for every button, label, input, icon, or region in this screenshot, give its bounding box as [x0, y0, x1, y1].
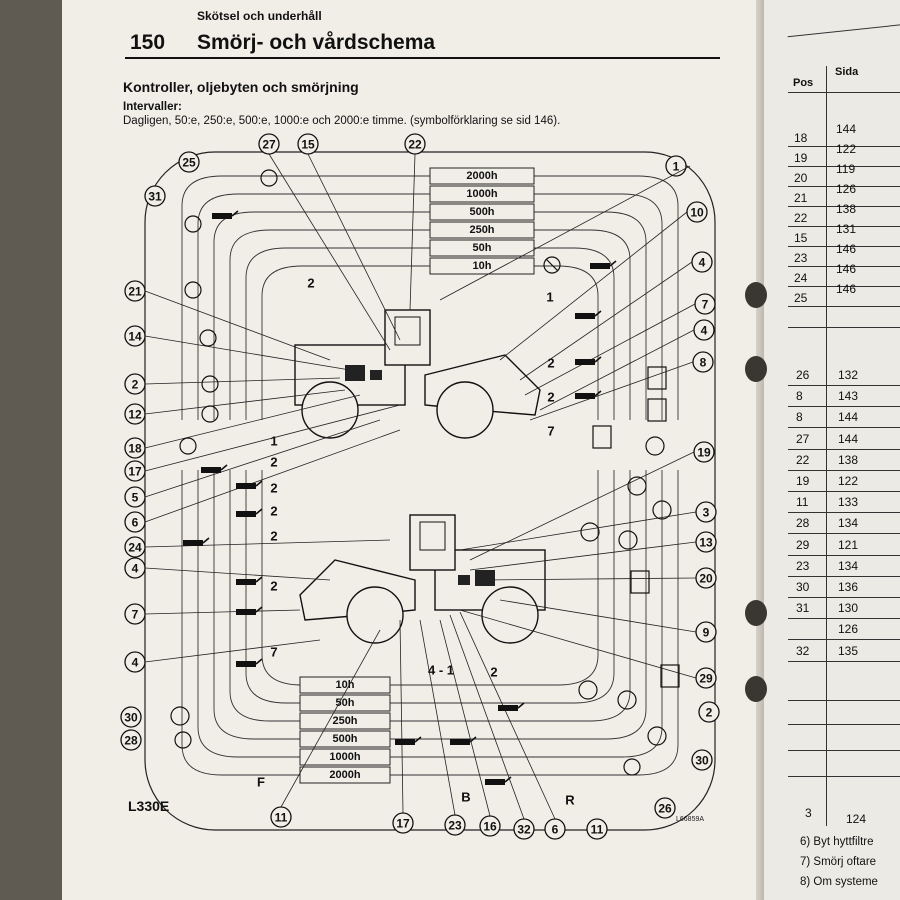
grease-point-icon: [470, 737, 476, 742]
oil-level-icon: [593, 426, 611, 448]
interval-label: 250h: [469, 224, 495, 236]
table-rule: [788, 576, 900, 577]
position-number: 21: [128, 284, 142, 299]
binder-hole: [745, 600, 767, 626]
position-number: 12: [128, 407, 142, 422]
position-number: 6: [131, 515, 139, 530]
table-pos-cell: 8: [796, 410, 803, 425]
table-rule: [788, 776, 900, 777]
table-pos-cell: 19: [794, 151, 808, 165]
check-symbol-icon: [175, 732, 191, 748]
loader-engine-mark: [345, 365, 365, 381]
oil-level-icon: [648, 367, 666, 389]
inner-label: 4 - 1: [427, 662, 455, 678]
filter-icon: [619, 531, 637, 549]
check-symbol-icon: [202, 406, 218, 422]
position-number: 25: [182, 155, 196, 170]
inner-label: B: [461, 789, 471, 805]
binder-hole: [745, 356, 767, 382]
position-number: 7: [131, 607, 139, 622]
intervals-text: Dagligen, 50:e, 250:e, 500:e, 1000:e och 2000:e timme. (symbolförklaring se sid 146).: [123, 115, 561, 127]
inner-label: 2: [547, 355, 555, 371]
leader-line: [470, 452, 694, 560]
table-page-cell: 135: [838, 643, 859, 658]
position-number: 31: [148, 189, 162, 204]
position-number: 16: [483, 819, 497, 834]
table-page-cell: 132: [838, 368, 859, 382]
table-rule: [788, 724, 900, 725]
table-page-cell: 131: [836, 222, 857, 236]
inner-label: 2: [270, 503, 278, 519]
table-pos-cell: 30: [796, 580, 810, 594]
position-number: 24: [128, 540, 142, 555]
position-number: 7: [701, 297, 709, 312]
leader-line: [308, 154, 400, 340]
model-label: L330E: [128, 798, 170, 814]
leader-line: [410, 154, 415, 310]
grease-point-icon: [236, 483, 256, 489]
inner-label: 2: [270, 480, 278, 496]
position-number: 4: [131, 655, 139, 670]
table-rule: [788, 555, 900, 556]
filter-icon: [646, 437, 664, 455]
grease-point-icon: [450, 739, 470, 745]
position-number: 23: [448, 818, 462, 833]
position-number: 28: [124, 733, 138, 748]
table-page-cell: 146: [836, 262, 857, 276]
filter-icon: [581, 523, 599, 541]
inner-label: 2: [490, 664, 498, 680]
position-number: 30: [124, 710, 138, 725]
leader-line: [145, 291, 330, 360]
position-number: 4: [698, 255, 706, 270]
table-pos-cell: 29: [796, 537, 810, 552]
interval-label: 2000h: [329, 769, 361, 781]
position-number: 29: [699, 671, 713, 686]
table-rule: [788, 470, 900, 471]
loader-engine-mark: [370, 370, 382, 380]
position-number: 4: [131, 561, 139, 576]
grease-point-icon: [212, 213, 232, 219]
position-number: 2: [131, 377, 139, 392]
table-page-cell: 144: [838, 410, 859, 425]
table-rule: [788, 533, 900, 534]
binder-hole: [745, 676, 767, 702]
figure-ref: L66859A: [676, 816, 705, 823]
interval-label: 250h: [332, 715, 358, 727]
position-number: 10: [690, 205, 704, 220]
interval-label: 50h: [472, 242, 492, 254]
position-number: 6: [551, 822, 559, 837]
table-rule: [788, 327, 900, 328]
table-page-cell: 146: [836, 282, 857, 296]
position-number: 30: [695, 753, 709, 768]
page-title: Smörj- och vårdschema: [197, 31, 436, 54]
table-rule: [788, 491, 900, 492]
grease-point-icon: [575, 359, 595, 365]
table-pos-cell: 24: [794, 271, 808, 285]
table-page-cell: 144: [836, 122, 857, 136]
inner-label: 2: [270, 454, 278, 470]
table-pos-cell: 23: [794, 251, 808, 265]
position-number: 8: [699, 355, 707, 370]
position-number: 17: [396, 816, 410, 831]
position-number: 27: [262, 137, 276, 152]
table-pos-cell: 26: [796, 368, 810, 382]
table-page-cell: 126: [836, 182, 857, 196]
interval-label: 10h: [335, 679, 355, 691]
table-page-cell: 146: [836, 242, 857, 256]
loader-machine: [295, 310, 540, 438]
position-number: 20: [699, 571, 713, 586]
table-pos-cell: 15: [794, 231, 808, 245]
leader-line: [420, 620, 455, 815]
position-number: 5: [131, 490, 139, 505]
page-number: 150: [130, 31, 166, 54]
position-number: 4: [700, 323, 708, 338]
loader-wheel: [437, 382, 493, 438]
interval-label: 500h: [469, 206, 495, 218]
table-page-cell: 121: [838, 537, 859, 552]
table-pos-cell: 27: [796, 431, 810, 446]
oil-level-icon: [648, 399, 666, 421]
check-symbol-icon: [185, 282, 201, 298]
grease-point-icon: [256, 509, 262, 514]
table-pos-cell: 11: [796, 495, 809, 510]
table-rule: [788, 661, 900, 662]
interval-label: 1000h: [329, 751, 361, 763]
table-footnote: 8) Om systeme: [800, 876, 878, 888]
loader-cab: [385, 310, 430, 365]
loader-wheel: [347, 587, 403, 643]
grease-point-icon: [236, 579, 256, 585]
inner-label: 7: [547, 423, 555, 439]
grease-point-icon: [256, 577, 262, 582]
grease-point-icon: [575, 393, 595, 399]
check-symbol-icon: [185, 216, 201, 232]
table-page-cell: 122: [836, 142, 857, 156]
filter-icon: [618, 691, 636, 709]
inner-label: 2: [547, 389, 555, 405]
leader-line: [145, 610, 300, 614]
check-symbol-icon: [546, 259, 558, 271]
position-number: 13: [699, 535, 713, 550]
grease-point-icon: [183, 540, 203, 546]
inner-label: 2: [307, 275, 315, 291]
table-page-cell: 126: [838, 622, 859, 637]
loader-engine-mark: [475, 570, 495, 586]
grease-point-icon: [415, 737, 421, 742]
interval-label: 2000h: [466, 170, 498, 182]
grease-point-icon: [236, 511, 256, 517]
table-pos-cell: 22: [796, 452, 810, 467]
header-subtitle: Skötsel och underhåll: [197, 9, 322, 23]
table-rule: [788, 385, 900, 386]
grease-point-icon: [498, 705, 518, 711]
inner-label: 7: [270, 644, 278, 660]
table-header-sida: Sida: [835, 66, 859, 78]
table-page-cell: 144: [838, 431, 859, 446]
table-pos-cell: 22: [794, 211, 808, 225]
interval-loop-bottom: [262, 470, 598, 685]
table-pos-cell: 8: [796, 389, 803, 404]
position-number: 3: [702, 505, 710, 520]
inner-label: 2: [270, 578, 278, 594]
leader-line: [460, 512, 696, 550]
loader-wheel: [482, 587, 538, 643]
check-symbol-icon: [624, 759, 640, 775]
inner-label: 1: [546, 289, 554, 305]
table-pos-cell: 20: [794, 171, 808, 185]
table-pos-cell: 23: [796, 558, 810, 573]
position-number: 18: [128, 441, 142, 456]
position-number: 26: [658, 801, 672, 816]
position-number: 19: [697, 445, 711, 460]
table-rule: [788, 512, 900, 513]
table-page-cell: 133: [838, 495, 859, 510]
grease-point-icon: [221, 465, 227, 470]
loader-cab: [410, 515, 455, 570]
position-number: 22: [408, 137, 422, 152]
leader-line: [440, 620, 490, 816]
interval-loop-bottom: [198, 470, 662, 757]
leader-line: [520, 262, 692, 380]
grease-point-icon: [236, 609, 256, 615]
table-pos-cell: 28: [796, 516, 810, 531]
inner-label: R: [565, 792, 575, 808]
position-number: 11: [590, 822, 604, 837]
table-column-rule: [826, 66, 827, 826]
grease-point-icon: [201, 467, 221, 473]
table-rule: [788, 700, 900, 701]
inner-label: 1: [270, 433, 278, 449]
table-header-pos: Pos: [793, 77, 814, 89]
filter-icon: [648, 727, 666, 745]
table-rule: [788, 92, 900, 93]
inner-label: F: [257, 774, 265, 790]
filter-icon: [579, 681, 597, 699]
table-page-cell: 130: [838, 601, 859, 616]
table-rule: [788, 306, 900, 307]
intervals-heading: Intervaller:: [123, 101, 182, 113]
leader-line: [400, 620, 403, 813]
table-page-cell: 138: [836, 202, 857, 216]
inner-label: 2: [270, 528, 278, 544]
grease-point-icon: [395, 739, 415, 745]
table-pos-cell: 19: [796, 474, 810, 488]
interval-label: 500h: [332, 733, 358, 745]
table-rule: [788, 427, 900, 428]
table-page-cell: 122: [838, 474, 859, 488]
position-number: 11: [274, 810, 288, 825]
check-symbol-icon: [180, 438, 196, 454]
table-rule: [788, 449, 900, 450]
table-pos-cell: 25: [794, 291, 808, 305]
table-page-cell: 136: [838, 580, 859, 594]
interval-label: 50h: [335, 697, 355, 709]
table-rule: [788, 618, 900, 619]
table-page-cell: 119: [836, 162, 856, 176]
loader-engine-mark: [458, 575, 470, 585]
grease-point-icon: [575, 313, 595, 319]
position-number: 32: [517, 822, 531, 837]
table-rule: [788, 406, 900, 407]
leader-line: [145, 568, 330, 580]
table-pos-cell: 21: [794, 191, 808, 205]
table-page-cell: 143: [838, 389, 859, 404]
table-pos-cell: 32: [796, 643, 810, 658]
interval-loop-bottom: [214, 470, 646, 739]
table-footnote: 7) Smörj oftare: [800, 856, 877, 868]
binder-hole: [745, 282, 767, 308]
check-symbol-icon: [261, 170, 277, 186]
interval-label: 10h: [472, 260, 492, 272]
grease-point-icon: [485, 779, 505, 785]
position-number: 1: [672, 159, 680, 174]
position-number: 15: [301, 137, 315, 152]
air-filter-icon: [171, 707, 189, 725]
interval-loop-bottom: [230, 470, 630, 721]
grease-point-icon: [590, 263, 610, 269]
section-title: Kontroller, oljebyten och smörjning: [123, 79, 359, 95]
table-rule: [788, 750, 900, 751]
table-pos-cell: 31: [796, 601, 810, 616]
table-pos-cell: 18: [794, 131, 808, 145]
leader-line: [269, 154, 390, 350]
leader-line: [450, 615, 524, 819]
check-symbol-icon: [202, 376, 218, 392]
grease-point-icon: [518, 703, 524, 708]
position-number: 14: [128, 329, 142, 344]
grease-point-icon: [203, 538, 209, 543]
leader-line: [145, 640, 320, 662]
table-footnote: 6) Byt hyttfiltre: [800, 836, 874, 848]
position-number: 9: [702, 625, 710, 640]
table-page-cell: 124: [846, 812, 867, 826]
position-number: 17: [128, 464, 142, 479]
table-pos-cell: 3: [805, 806, 812, 820]
table-page-cell: 134: [838, 516, 859, 531]
table-rule: [788, 639, 900, 640]
position-number: 2: [705, 705, 713, 720]
table-page-cell: 138: [838, 452, 859, 467]
grease-point-icon: [236, 661, 256, 667]
leader-line: [145, 420, 380, 497]
interval-label: 1000h: [466, 188, 498, 200]
table-rule: [788, 597, 900, 598]
leader-line: [525, 304, 695, 395]
grease-point-icon: [256, 659, 262, 664]
table-page-cell: 134: [838, 558, 859, 573]
